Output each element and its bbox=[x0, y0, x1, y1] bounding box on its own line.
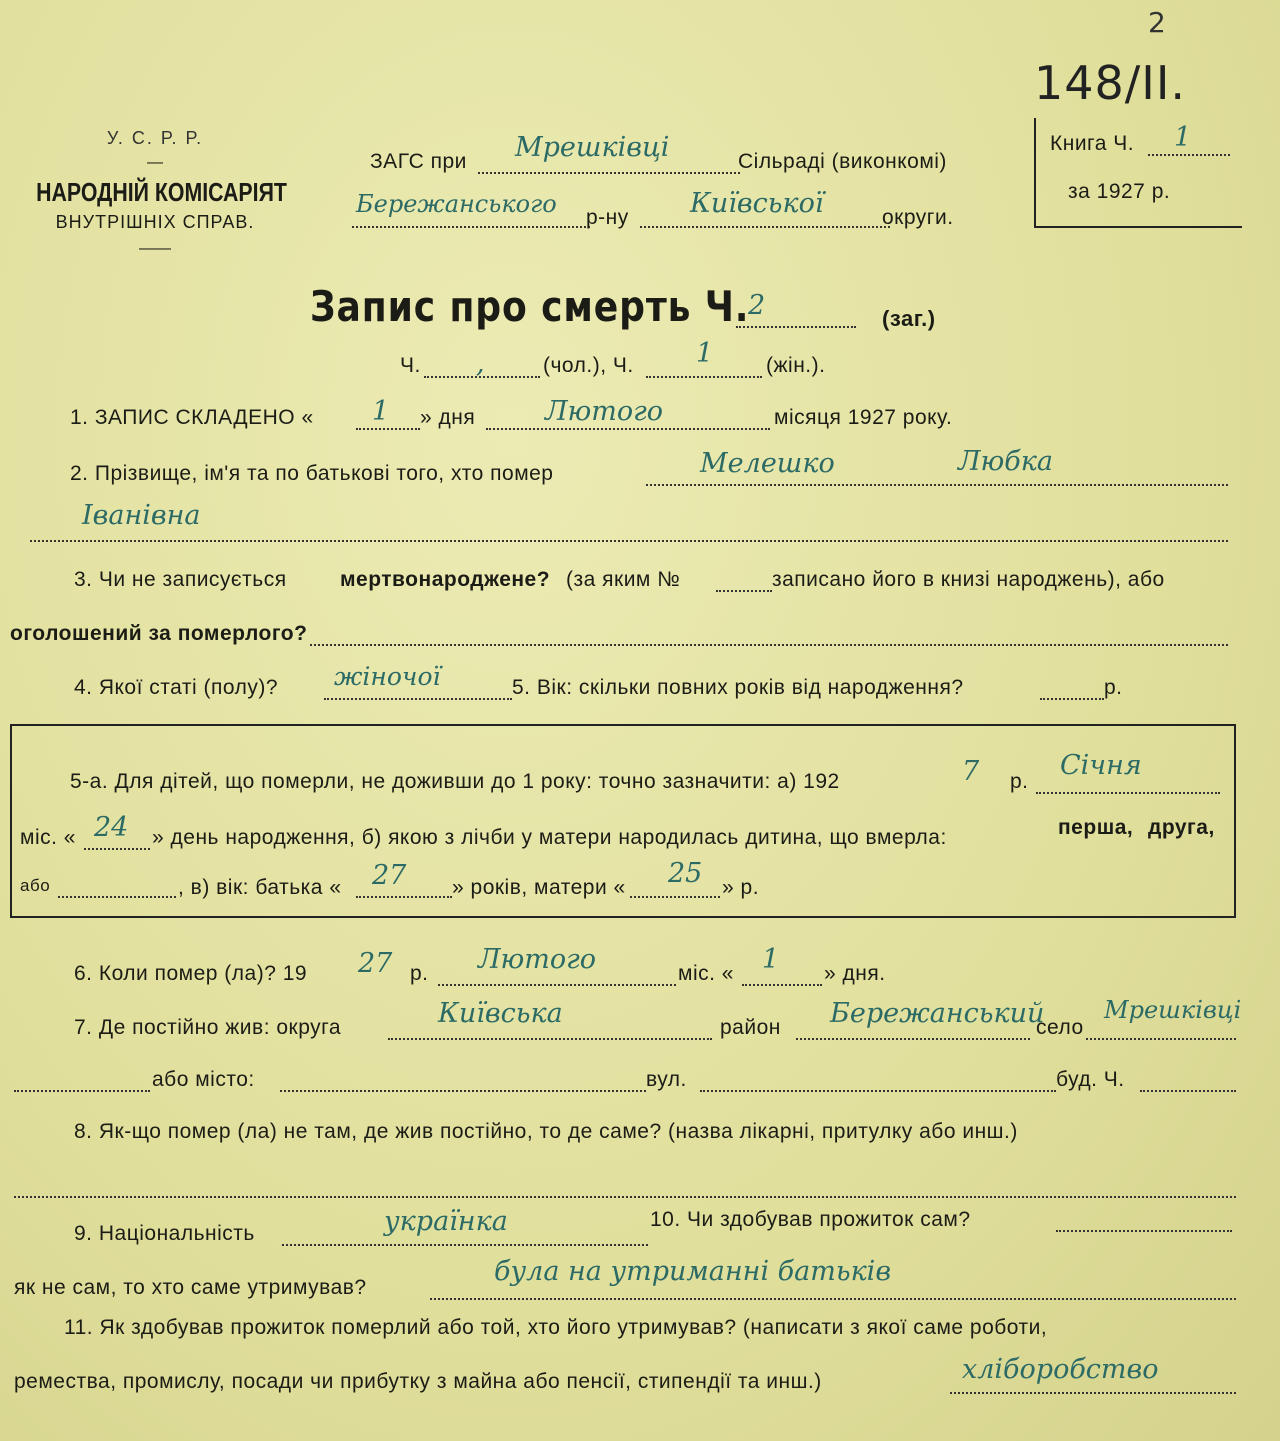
f3-label-d: записано його в книзі народжень), або bbox=[772, 568, 1165, 591]
zags-village-value: Мрешківці bbox=[515, 132, 670, 163]
corner-number: 2 bbox=[1148, 6, 1166, 39]
republic-label: У. С. Р. Р. bbox=[106, 128, 204, 148]
f7-label: 7. Де постійно жив: округа bbox=[74, 1016, 342, 1039]
zags-suffix: Сільраді (виконкомі) bbox=[738, 150, 947, 173]
f2-surname-value: Мелешко bbox=[700, 448, 835, 479]
commissariat-label: НАРОДНІЙ КОМІСАРІЯТ bbox=[36, 177, 287, 207]
f2-patronymic-value: Іванівна bbox=[82, 500, 201, 531]
title-suffix: (заг.) bbox=[882, 306, 936, 331]
f10-line2: як не сам, то хто саме утримував? bbox=[14, 1276, 367, 1299]
f3-label-c: (за яким № bbox=[566, 568, 681, 591]
f5-end: р. bbox=[1104, 676, 1123, 699]
f7-rayon-value: Бережанський bbox=[830, 998, 1045, 1029]
book-box bbox=[1034, 118, 1242, 228]
f10-label: 10. Чи здобував прожиток сам? bbox=[650, 1208, 971, 1231]
f7-selo: село bbox=[1036, 1016, 1084, 1039]
f6-end: » дня. bbox=[824, 962, 886, 985]
f5-label: 5. Вік: скільки повних років від народження? bbox=[512, 676, 964, 699]
f1-label: 1. ЗАПИС СКЛАДЕНО « bbox=[70, 406, 314, 429]
district-suffix: р-ну bbox=[586, 206, 629, 229]
f6-year-value: 27 bbox=[358, 948, 393, 979]
f5a-line3c: » років, матери « bbox=[452, 876, 626, 899]
header-dash: — bbox=[147, 154, 163, 171]
f5a-day-value: 24 bbox=[94, 812, 129, 843]
f1-month-value: Лютого bbox=[545, 396, 664, 427]
f5a-line2a: міс. « bbox=[20, 826, 76, 849]
title-number-value: 2 bbox=[748, 290, 766, 321]
subtitle-ch: Ч. bbox=[400, 354, 421, 377]
f9-label: 9. Національність bbox=[74, 1222, 255, 1245]
f3-label-stillborn: мертвонароджене? bbox=[340, 568, 551, 591]
f3-label-a: 3. Чи не записується bbox=[74, 568, 287, 591]
f5a-line3b: , в) вік: батька « bbox=[178, 876, 342, 899]
f6-r: р. bbox=[410, 962, 429, 985]
subtitle-female: (жін.). bbox=[766, 354, 826, 377]
f7-city-label: або місто: bbox=[152, 1068, 255, 1091]
f5a-father-value: 27 bbox=[372, 860, 407, 891]
document-title: Запис про смерть Ч. bbox=[310, 282, 750, 331]
f6-day-value: 1 bbox=[762, 944, 780, 975]
f3-label-declared: оголошений за померлого? bbox=[10, 622, 308, 645]
female-count-value: 1 bbox=[696, 338, 714, 369]
f7-okrug-value: Київська bbox=[438, 998, 563, 1029]
f6-mis: міс. « bbox=[678, 962, 734, 985]
f5a-first: перша, bbox=[1058, 816, 1134, 839]
f2-label: 2. Прізвище, ім'я та по батькові того, хто помер bbox=[70, 462, 554, 485]
f4-label: 4. Якої статі (полу)? bbox=[74, 676, 279, 699]
f1-day-value: 1 bbox=[372, 396, 390, 427]
header-dash-2: —— bbox=[139, 240, 171, 257]
zags-prefix: ЗАГС при bbox=[370, 150, 467, 173]
f5a-line3d: » р. bbox=[722, 876, 760, 899]
f5a-month-value: Січня bbox=[1060, 750, 1142, 781]
f5a-line1: 5-а. Для дітей, що померли, не доживши до 1 року: точно зазначити: а) 192 bbox=[70, 770, 840, 793]
f5a-year-value: 7 bbox=[962, 756, 980, 787]
f1-end: місяця 1927 року. bbox=[774, 406, 953, 429]
f4-sex-value: жіночої bbox=[334, 662, 441, 691]
f9-nationality-value: українка bbox=[384, 1206, 508, 1237]
book-label: Книга Ч. bbox=[1050, 132, 1135, 155]
f5a-line2b: » день народження, б) якою з лічби у матери народилась дитина, що вмерла: bbox=[152, 826, 947, 849]
f6-month-value: Лютого bbox=[478, 944, 597, 975]
f5a-mother-value: 25 bbox=[668, 858, 703, 889]
f8-label: 8. Як-що помер (ла) не там, де жив постійно, то де саме? (назва лікарні, притулку або инш.) bbox=[74, 1120, 1018, 1143]
f5a-line3a: або bbox=[20, 876, 51, 895]
district-value: Бережанського bbox=[356, 190, 557, 218]
f7-selo-value: Мрешківці bbox=[1104, 996, 1242, 1024]
f7-street-label: вул. bbox=[646, 1068, 687, 1091]
f1-mid: » дня bbox=[420, 406, 476, 429]
f11-line1: 11. Як здобував прожиток померлий або той, хто його утримував? (написати з якої саме роботи, bbox=[64, 1316, 1048, 1339]
book-number-value: 1 bbox=[1174, 122, 1192, 153]
f7-house-label: буд. Ч. bbox=[1056, 1068, 1125, 1091]
f2-name-value: Любка bbox=[958, 446, 1054, 477]
f6-label: 6. Коли помер (ла)? 19 bbox=[74, 962, 308, 985]
f5a-r: р. bbox=[1010, 770, 1029, 793]
archive-number: 148/II. bbox=[1034, 56, 1187, 110]
f10-supporter-value: була на утриманні батьків bbox=[494, 1256, 892, 1287]
male-count-value: , bbox=[476, 348, 485, 379]
okrug-value: Київської bbox=[690, 188, 824, 219]
header-left bbox=[10, 128, 300, 257]
okrug-suffix: округи. bbox=[882, 206, 954, 229]
f7-rayon: район bbox=[720, 1016, 781, 1039]
f11-line2: ремества, промислу, посади чи прибутку з майна або пенсії, стипендії та инш.) bbox=[14, 1370, 822, 1393]
department-label: ВНУТРІШНІХ СПРАВ. bbox=[55, 212, 255, 232]
book-year: за 1927 р. bbox=[1068, 180, 1171, 203]
subtitle-male: (чол.), Ч. bbox=[543, 354, 634, 377]
f11-livelihood-value: хліборобство bbox=[962, 1354, 1159, 1385]
f5a-second: друга, bbox=[1148, 816, 1215, 839]
